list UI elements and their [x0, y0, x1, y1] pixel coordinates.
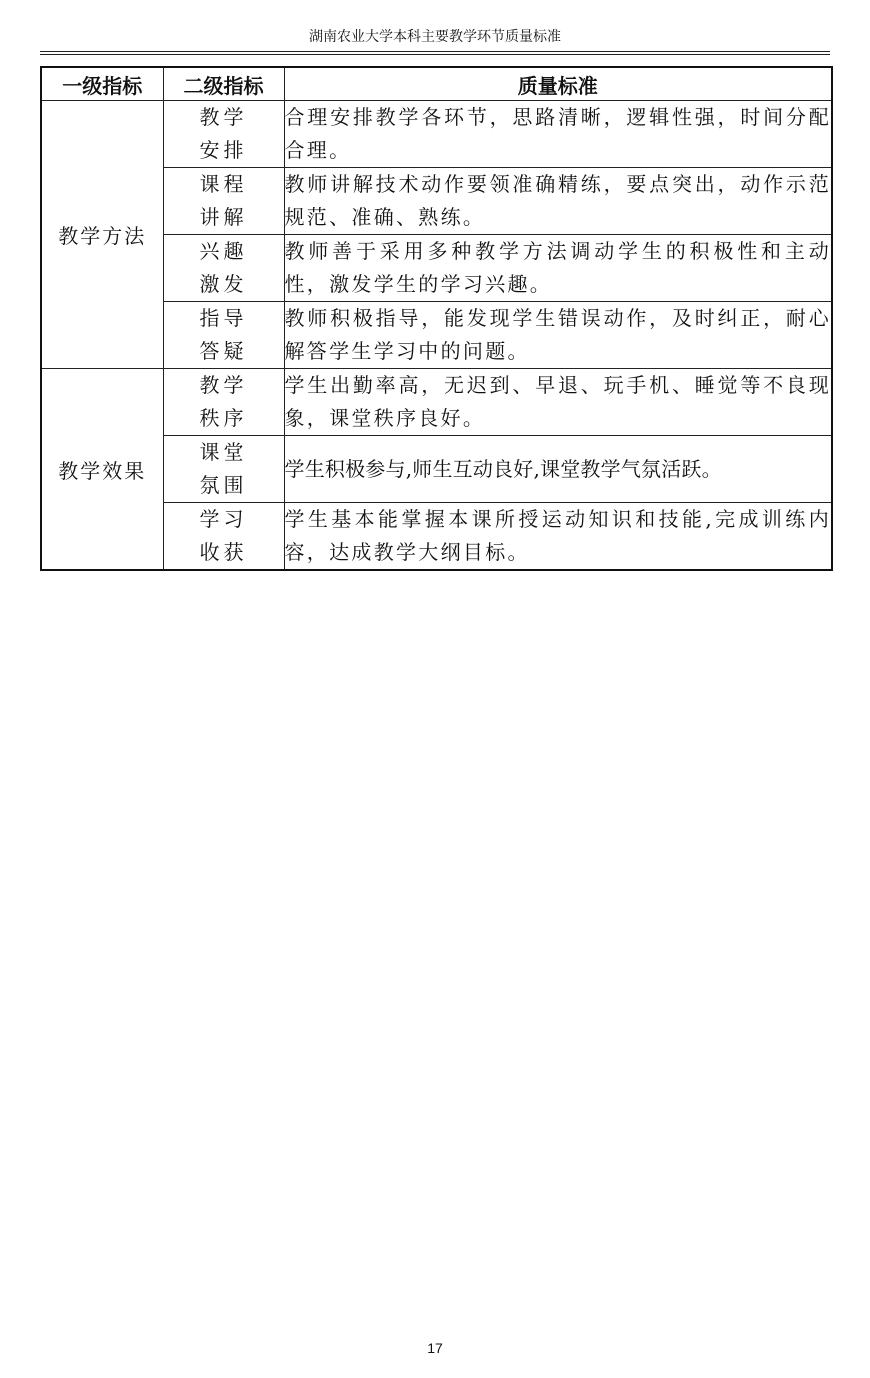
header-rule-top [40, 51, 830, 52]
level2-indicator [163, 235, 284, 302]
level2-label: 教学秩序 [199, 373, 248, 430]
standard-text: 教师讲解技术动作要领准确精练，要点突出，动作示范规范、准确、熟练。 [284, 168, 832, 235]
level2-indicator [163, 369, 284, 436]
table-row [41, 101, 832, 168]
column-header-level2: 二级指标 [163, 67, 284, 101]
level2-label: 课堂氛围 [199, 440, 248, 497]
column-header-standard: 质量标准 [284, 67, 832, 101]
level2-label: 课程讲解 [199, 172, 248, 229]
table-header-row [41, 67, 832, 101]
standard-text: 合理安排教学各环节，思路清晰，逻辑性强，时间分配合理。 [284, 101, 832, 168]
page-number: 17 [427, 1340, 443, 1356]
level1-indicator: 教学效果 [41, 369, 163, 571]
level2-indicator [163, 503, 284, 571]
level1-indicator: 教学方法 [41, 101, 163, 369]
table-row [41, 369, 832, 436]
column-header-level1: 一级指标 [41, 67, 163, 101]
standard-text: 学生积极参与,师生互动良好,课堂教学气氛活跃。 [284, 436, 832, 503]
level2-indicator [163, 436, 284, 503]
level2-label: 指导答疑 [199, 306, 248, 363]
standard-text: 学生出勤率高，无迟到、早退、玩手机、睡觉等不良现象，课堂秩序良好。 [284, 369, 832, 436]
standard-text: 学生基本能掌握本课所授运动知识和技能,完成训练内容，达成教学大纲目标。 [284, 503, 832, 571]
level2-indicator [163, 302, 284, 369]
page-header-title: 湖南农业大学本科主要教学环节质量标准 [309, 29, 561, 45]
level2-label: 兴趣激发 [199, 239, 248, 296]
quality-standard-table [40, 66, 833, 571]
standard-text: 教师积极指导，能发现学生错误动作，及时纠正，耐心解答学生学习中的问题。 [284, 302, 832, 369]
level2-indicator [163, 101, 284, 168]
header-rule-bottom [40, 54, 830, 55]
level2-label: 学习收获 [199, 507, 248, 564]
level2-label: 教学安排 [199, 105, 248, 162]
level2-indicator [163, 168, 284, 235]
standard-text: 教师善于采用多种教学方法调动学生的积极性和主动性，激发学生的学习兴趣。 [284, 235, 832, 302]
